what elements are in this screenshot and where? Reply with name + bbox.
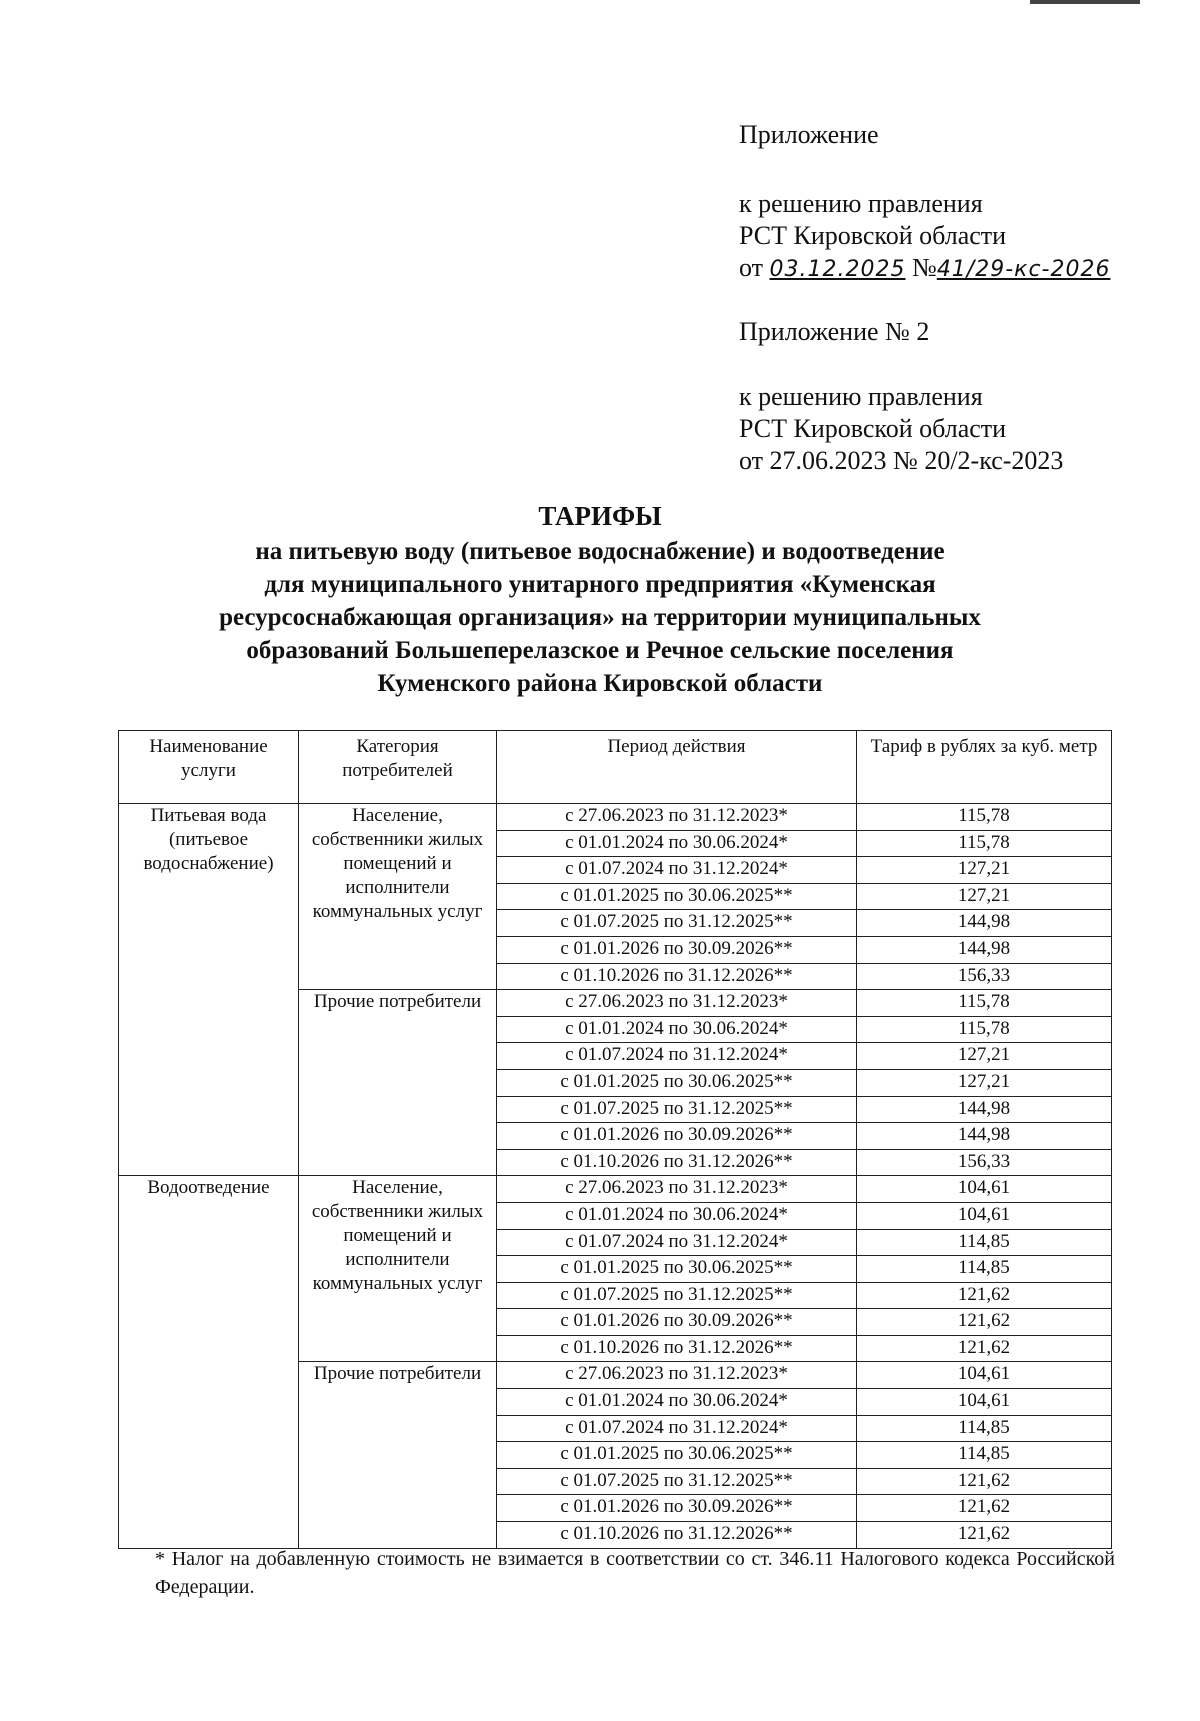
tariff-cell: 115,78 <box>857 990 1112 1017</box>
period-cell: с 01.10.2026 по 31.12.2026** <box>497 963 857 990</box>
appendix-1-date-prefix: от <box>739 253 770 282</box>
period-cell: с 01.10.2026 по 31.12.2026** <box>497 1149 857 1176</box>
footnote <box>155 1545 1115 1601</box>
tariff-cell: 114,85 <box>857 1415 1112 1442</box>
tariff-cell: 121,62 <box>857 1468 1112 1495</box>
tariff-cell: 121,62 <box>857 1309 1112 1336</box>
tariff-cell: 104,61 <box>857 1176 1112 1203</box>
tariff-cell: 115,78 <box>857 830 1112 857</box>
service-name-cell: Водоотведение <box>119 1176 299 1548</box>
title-line: для муниципального унитарного предприятия «Куменская <box>264 571 936 598</box>
tariff-cell: 114,85 <box>857 1256 1112 1283</box>
appendix-2-line-3: от 27.06.2023 № 20/2-кс-2023 <box>739 446 1064 475</box>
tariff-cell: 156,33 <box>857 963 1112 990</box>
period-cell: с 01.01.2024 по 30.06.2024* <box>497 1389 857 1416</box>
title-line: Куменского района Кировской области <box>377 670 823 697</box>
period-cell: с 27.06.2023 по 31.12.2023* <box>497 1362 857 1389</box>
period-cell: с 01.10.2026 по 31.12.2026** <box>497 1522 857 1549</box>
appendix-1 <box>739 119 879 151</box>
period-cell: с 01.01.2026 по 30.09.2026** <box>497 1309 857 1336</box>
appendix-1-line-2: РСТ Кировской области <box>739 221 1007 250</box>
appendix-1-line-1: к решению правления <box>739 189 983 218</box>
appendix-1-number-prefix: № <box>905 253 937 282</box>
category-cell: Прочие потребители <box>299 1362 497 1548</box>
period-cell: с 01.07.2024 по 31.12.2024* <box>497 1415 857 1442</box>
period-cell: с 01.07.2025 по 31.12.2025** <box>497 1468 857 1495</box>
period-cell: с 01.07.2024 по 31.12.2024* <box>497 1043 857 1070</box>
page-corner-mark <box>1030 0 1140 4</box>
appendix-1-handwritten-date: 03.12.2025 <box>769 257 906 282</box>
title-line: ресурсоснабжающая организация» на территории муниципальных <box>219 604 981 631</box>
header-category: Категория потребителей <box>299 731 497 804</box>
appendix-2-title: Приложение № 2 <box>739 317 930 346</box>
period-cell: с 01.01.2025 по 30.06.2025** <box>497 1256 857 1283</box>
period-cell: с 01.01.2026 по 30.09.2026** <box>497 1123 857 1150</box>
appendix-2-line-2: РСТ Кировской области <box>739 414 1007 443</box>
appendix-2-line-1: к решению правления <box>739 382 983 411</box>
period-cell: с 01.07.2025 по 31.12.2025** <box>497 910 857 937</box>
service-name-cell: Питьевая вода (питьевое водоснабжение) <box>119 804 299 1176</box>
period-cell: с 01.07.2025 по 31.12.2025** <box>497 1096 857 1123</box>
period-cell: с 01.01.2025 по 30.06.2025** <box>497 1069 857 1096</box>
tariff-cell: 156,33 <box>857 1149 1112 1176</box>
tariff-cell: 104,61 <box>857 1389 1112 1416</box>
period-cell: с 27.06.2023 по 31.12.2023* <box>497 804 857 831</box>
title-line: образований Большеперелазское и Речное сельские поселения <box>246 637 954 664</box>
title-line: на питьевую воду (питьевое водоснабжение) и водоотведение <box>255 538 945 565</box>
table-body <box>119 804 1112 1549</box>
period-cell: с 01.01.2024 по 30.06.2024* <box>497 1202 857 1229</box>
appendix-1-title: Приложение <box>739 120 879 149</box>
category-cell: Прочие потребители <box>299 990 497 1176</box>
period-cell: с 01.01.2024 по 30.06.2024* <box>497 1016 857 1043</box>
tariff-cell: 121,62 <box>857 1522 1112 1549</box>
tariff-cell: 144,98 <box>857 936 1112 963</box>
tariff-cell: 121,62 <box>857 1282 1112 1309</box>
period-cell: с 27.06.2023 по 31.12.2023* <box>497 990 857 1017</box>
header-tariff: Тариф в рублях за куб. метр <box>857 731 1112 804</box>
tariff-cell: 144,98 <box>857 1123 1112 1150</box>
tariff-cell: 144,98 <box>857 910 1112 937</box>
document-title <box>100 500 1100 700</box>
period-cell: с 01.01.2025 по 30.06.2025** <box>497 1442 857 1469</box>
title-main: ТАРИФЫ <box>538 501 662 531</box>
appendix-1-date-line <box>739 252 1110 286</box>
tariff-cell: 104,61 <box>857 1362 1112 1389</box>
tariff-cell: 115,78 <box>857 804 1112 831</box>
period-cell: с 01.07.2024 по 31.12.2024* <box>497 1229 857 1256</box>
tariff-cell: 127,21 <box>857 1043 1112 1070</box>
table-header-row <box>119 731 1112 804</box>
tariff-cell: 144,98 <box>857 1096 1112 1123</box>
appendix-1-details <box>739 188 1110 286</box>
period-cell: с 01.10.2026 по 31.12.2026** <box>497 1335 857 1362</box>
period-cell: с 01.07.2025 по 31.12.2025** <box>497 1282 857 1309</box>
table-row <box>119 804 1112 831</box>
header-period: Период действия <box>497 731 857 804</box>
period-cell: с 01.07.2024 по 31.12.2024* <box>497 857 857 884</box>
period-cell: с 01.01.2025 по 30.06.2025** <box>497 883 857 910</box>
tariff-cell: 115,78 <box>857 1016 1112 1043</box>
period-cell: с 01.01.2026 по 30.09.2026** <box>497 936 857 963</box>
tariff-cell: 104,61 <box>857 1202 1112 1229</box>
header-service: Наименование услуги <box>119 731 299 804</box>
tariff-cell: 121,62 <box>857 1335 1112 1362</box>
tariffs-table <box>118 730 1112 1549</box>
tariff-cell: 121,62 <box>857 1495 1112 1522</box>
appendix-1-handwritten-number: 41/29-кс-2026 <box>936 257 1111 282</box>
table-row <box>119 1176 1112 1203</box>
appendix-2 <box>739 316 929 348</box>
tariff-cell: 127,21 <box>857 1069 1112 1096</box>
period-cell: с 27.06.2023 по 31.12.2023* <box>497 1176 857 1203</box>
category-cell: Население, собственники жилых помещений и исполнители коммунальных услуг <box>299 804 497 990</box>
footnote-text: * Налог на добавленную стоимость не взимается в соответствии со ст. 346.11 Налогового кодекса Российской Федерации. <box>155 1548 1115 1598</box>
tariff-cell: 114,85 <box>857 1229 1112 1256</box>
tariff-cell: 127,21 <box>857 883 1112 910</box>
tariff-cell: 127,21 <box>857 857 1112 884</box>
tariff-cell: 114,85 <box>857 1442 1112 1469</box>
period-cell: с 01.01.2024 по 30.06.2024* <box>497 830 857 857</box>
category-cell: Население, собственники жилых помещений и исполнители коммунальных услуг <box>299 1176 497 1362</box>
period-cell: с 01.01.2026 по 30.09.2026** <box>497 1495 857 1522</box>
appendix-2-details <box>739 381 1063 477</box>
